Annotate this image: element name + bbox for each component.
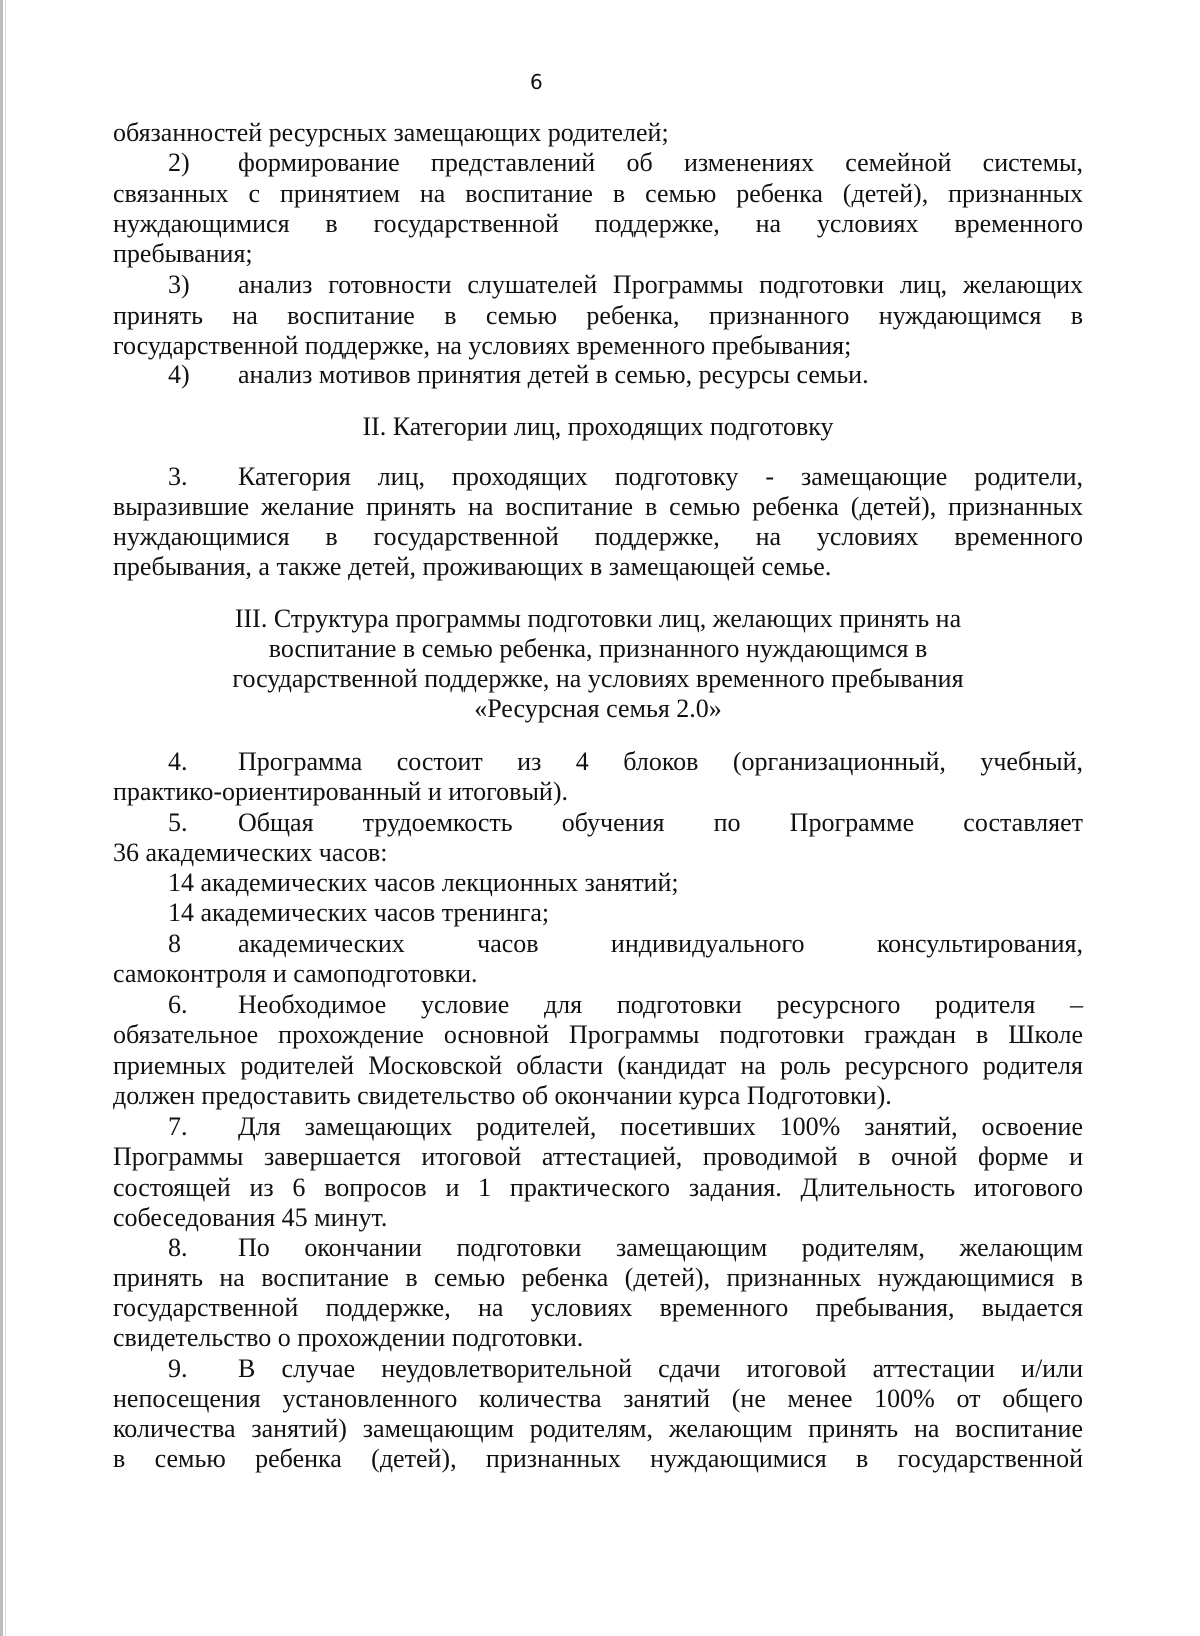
paragraph-4 xyxy=(168,747,1083,777)
page-number: 6 xyxy=(530,70,543,94)
scan-edge-line xyxy=(5,0,6,1636)
paragraph-number: 8 xyxy=(168,929,181,958)
list-number: 3) xyxy=(168,270,190,299)
text-line: обязательное прохождение основной Программы подготовки граждан в Школе xyxy=(113,1020,1083,1049)
text-line: пребывания; xyxy=(113,239,253,268)
text-line: нуждающимися в государственной поддержке, на условиях временного xyxy=(113,522,1083,551)
list-number: 4) xyxy=(168,360,190,389)
paragraph-text: В случае неудовлетворительной сдачи итоговой аттестации и/или xyxy=(238,1354,1083,1383)
paragraph-text: Программа состоит из 4 блоков (организационный, учебный, xyxy=(238,747,1083,776)
text-line: свидетельство о прохождении подготовки. xyxy=(113,1323,584,1352)
section-heading-3-line-2: воспитание в семью ребенка, признанного нуждающимся в xyxy=(268,634,928,663)
text-line: самоконтроля и самоподготовки. xyxy=(113,959,478,988)
text-line: количества занятий) замещающим родителям, желающим принять на воспитание xyxy=(113,1414,1083,1443)
paragraph-number: 6. xyxy=(168,990,188,1019)
section-heading-3-line-4: «Ресурсная семья 2.0» xyxy=(474,694,722,723)
paragraph-number: 4. xyxy=(168,747,188,776)
text-line: 36 академических часов: xyxy=(113,838,388,867)
text-line: должен предоставить свидетельство об окончании курса Подготовки). xyxy=(113,1081,892,1110)
text-line: состоящей из 6 вопросов и 1 практического задания. Длительность итогового xyxy=(113,1173,1083,1202)
list-text: анализ мотивов принятия детей в семью, ресурсы семьи. xyxy=(238,360,869,389)
text-line: собеседования 45 минут. xyxy=(113,1203,388,1232)
text-line: нуждающимися в государственной поддержке, на условиях временного xyxy=(113,209,1083,238)
paragraph-8 xyxy=(168,1233,1083,1263)
list-item-4 xyxy=(168,360,1083,390)
text-line: пребывания, а также детей, проживающих в замещающей семье. xyxy=(113,552,832,581)
list-item-2 xyxy=(168,148,1083,178)
paragraph-5 xyxy=(168,808,1083,838)
paragraph-9 xyxy=(168,1354,1083,1384)
paragraph-text: По окончании подготовки замещающим родителям, желающим xyxy=(238,1233,1083,1262)
paragraph-text: академических часов индивидуального консультирования, xyxy=(238,929,1083,958)
paragraph-number: 5. xyxy=(168,808,188,837)
section-heading-2: II. Категории лиц, проходящих подготовку xyxy=(362,412,834,441)
text-line: государственной поддержке, на условиях временного пребывания, выдается xyxy=(113,1293,1083,1322)
paragraph-text: Общая трудоемкость обучения по Программе составляет xyxy=(238,808,1083,837)
list-item-3 xyxy=(168,270,1083,300)
paragraph-number: 3. xyxy=(168,462,188,491)
paragraph-text: Категория лиц, проходящих подготовку - замещающие родители, xyxy=(238,462,1083,491)
paragraph-number: 9. xyxy=(168,1354,188,1383)
text-line: 14 академических часов лекционных занятий; xyxy=(168,868,679,897)
list-text: формирование представлений об изменениях семейной системы, xyxy=(238,148,1083,177)
section-heading-3-line-1: III. Структура программы подготовки лиц, желающих принять на xyxy=(234,604,962,633)
text-line: принять на воспитание в семью ребенка (детей), признанных нуждающимися в xyxy=(113,1263,1083,1292)
text-line: Программы завершается итоговой аттестацией, проводимой в очной форме и xyxy=(113,1142,1083,1171)
text-line: выразившие желание принять на воспитание в семью ребенка (детей), признанных xyxy=(113,492,1083,521)
scan-edge-shadow xyxy=(0,0,3,1636)
paragraph-6 xyxy=(168,990,1083,1020)
text-line: непосещения установленного количества занятий (не менее 100% от общего xyxy=(113,1384,1083,1413)
list-text: анализ готовности слушателей Программы подготовки лиц, желающих xyxy=(238,270,1083,299)
paragraph-text: Для замещающих родителей, посетивших 100% занятий, освоение xyxy=(238,1112,1083,1141)
paragraph-text: Необходимое условие для подготовки ресурсного родителя – xyxy=(238,990,1083,1019)
paragraph-3 xyxy=(168,462,1083,492)
paragraph-7 xyxy=(168,1112,1083,1142)
paragraph-number: 7. xyxy=(168,1112,188,1141)
text-line: 14 академических часов тренинга; xyxy=(168,898,550,927)
paragraph-5-hours xyxy=(168,929,1083,959)
text-line: обязанностей ресурсных замещающих родителей; xyxy=(113,118,669,147)
text-line: приемных родителей Московской области (кандидат на роль ресурсного родителя xyxy=(113,1051,1083,1080)
text-line: государственной поддержке, на условиях временного пребывания; xyxy=(113,331,852,360)
list-number: 2) xyxy=(168,148,190,177)
text-line: связанных с принятием на воспитание в семью ребенка (детей), признанных xyxy=(113,179,1083,208)
text-line: в семью ребенка (детей), признанных нуждающимися в государственной xyxy=(113,1444,1083,1473)
paragraph-number: 8. xyxy=(168,1233,188,1262)
text-line: принять на воспитание в семью ребенка, признанного нуждающимся в xyxy=(113,301,1083,330)
text-line: практико-ориентированный и итоговый). xyxy=(113,777,568,806)
section-heading-3-line-3: государственной поддержке, на условиях временного пребывания xyxy=(232,664,964,693)
